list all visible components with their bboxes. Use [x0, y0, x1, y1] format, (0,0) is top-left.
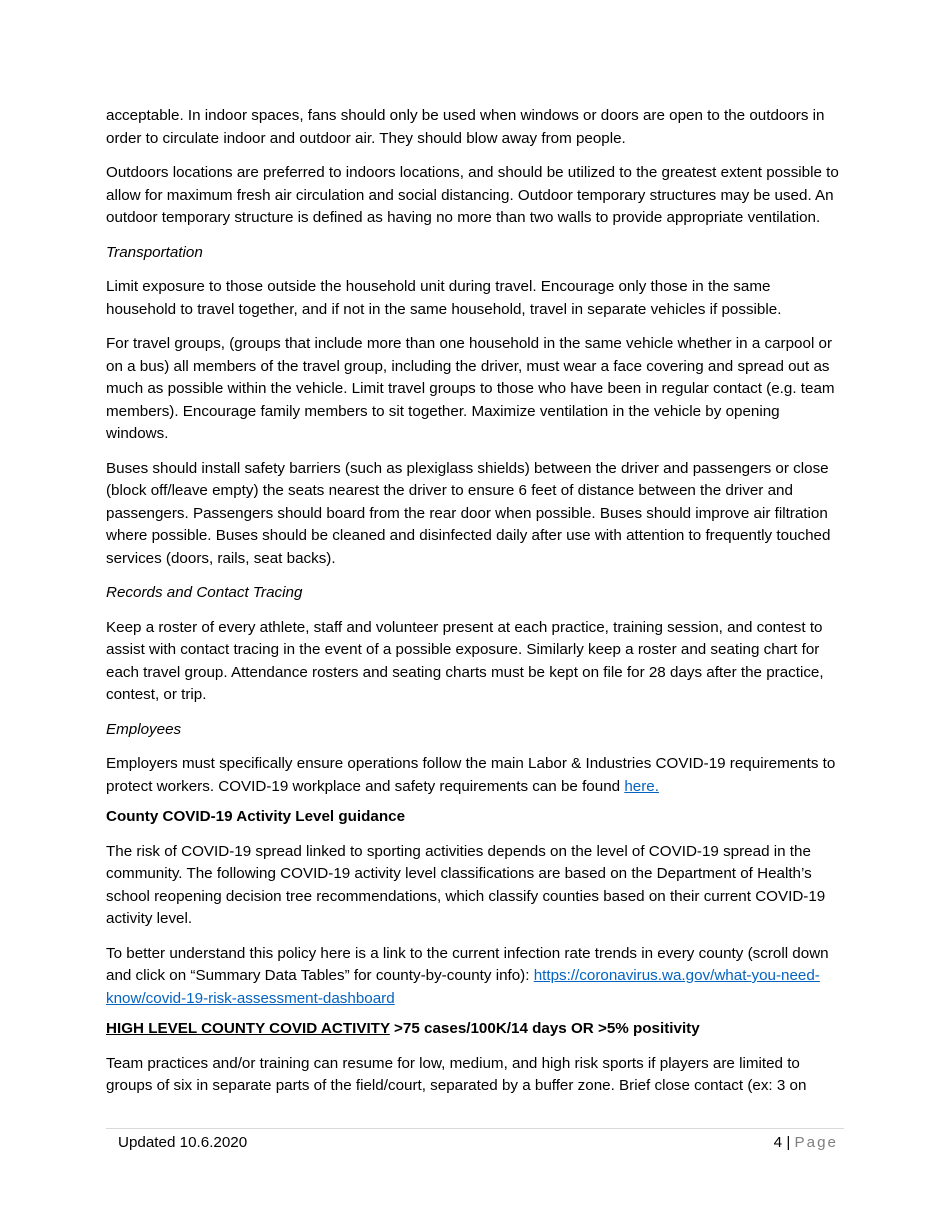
paragraph-household-travel: Limit exposure to those outside the household unit during travel. Encourage only those in the same household to travel together, and if not in the same household, travel in separate vehicles if possible.: [106, 278, 782, 318]
page-label: Page: [794, 1134, 838, 1151]
paragraph-fans: acceptable. In indoor spaces, fans should only be used when windows or doors are open to the outdoors in order to circulate indoor and outdoor air. They should blow away from people.: [106, 107, 825, 147]
page-number-block: [774, 1132, 838, 1154]
high-level-threshold: >75 cases/100K/14 days OR >5% positivity: [389, 1020, 700, 1037]
heading-transportation: Transportation: [106, 243, 203, 261]
document-body: [106, 105, 844, 1110]
employers-text: Employers must specifically ensure operations follow the main Labor & Industries COVID-19 requirements to protect workers. COVID-19 workplace and safety requirements can be found: [106, 755, 836, 795]
here-link[interactable]: here.: [624, 777, 659, 795]
paragraph-team-practices: Team practices and/or training can resume for low, medium, and high risk sports if players are limited to groups of six in separate parts of the field/court, separated by a buffer zone. Brief close contact (ex: 3 on: [106, 1054, 807, 1094]
paragraph-outdoors: Outdoors locations are preferred to indoors locations, and should be utilized to the greatest extent possible to allow for maximum fresh air circulation and social distancing. Outdoor temporary structures may be used. An outdoor temporary structure is defined as having no more than two walls to provide appropriate ventilation.: [106, 164, 839, 226]
paragraph-infection-trends: [106, 943, 844, 1011]
high-level-label: HIGH LEVEL COUNTY COVID ACTIVITY: [106, 1020, 390, 1037]
paragraph-roster: Keep a roster of every athlete, staff and volunteer present at each practice, training session, and contest to assist with contact tracing in the event of a possible exposure. Similarly keep a roster and seating chart for each travel group. Attendance rosters and seating charts must be kept on file for 28 days after the practice, contest, or trip.: [106, 618, 824, 703]
page-separator: |: [782, 1134, 795, 1151]
paragraph-employers: [106, 753, 844, 798]
risk-dashboard-link[interactable]: https://coronavirus.wa.gov/what-you-need-know/covid-19-risk-assessment-dashboard: [106, 967, 820, 1007]
paragraph-travel-groups: For travel groups, (groups that include more than one household in the same vehicle whether in a carpool or on a bus) all members of the travel group, including the driver, must wear a face covering and spread out as much as possible within the vehicle. Limit travel groups to those who have been in regular contact (e.g. team members). Encourage family members to sit together. Maximize ventilation in the vehicle by opening windows.: [106, 335, 835, 442]
heading-high-level-activity: [106, 1018, 844, 1041]
heading-records-contact-tracing: Records and Contact Tracing: [106, 584, 303, 601]
heading-employees: Employees: [106, 720, 182, 738]
infection-trends-text: To better understand this policy here is a link to the current infection rate trends in every county (scroll down and click on “Summary Data Tables” for county-by-county info):: [106, 944, 829, 984]
page-footer: [106, 1128, 844, 1151]
page-number: 4: [773, 1134, 783, 1151]
updated-date: Updated 10.6.2020: [118, 1134, 248, 1151]
paragraph-buses: Buses should install safety barriers (such as plexiglass shields) between the driver and passengers or close (block off/leave empty) the seats nearest the driver to ensure 6 feet of distance between the driver and passengers. Passengers should board from the rear door when possible. Buses should improve air filtration where possible. Buses should be cleaned and disinfected daily after use with attention to frequently touched services (doors, rails, seat backs).: [106, 459, 831, 567]
heading-county-activity-guidance: County COVID-19 Activity Level guidance: [106, 808, 406, 825]
paragraph-risk-spread: The risk of COVID-19 spread linked to sporting activities depends on the level of COVID-19 spread in the community. The following COVID-19 activity level classifications are based on the Department of Health’s school reopening decision tree recommendations, which classify counties based on their current COVID-19 activity level.: [106, 842, 826, 927]
